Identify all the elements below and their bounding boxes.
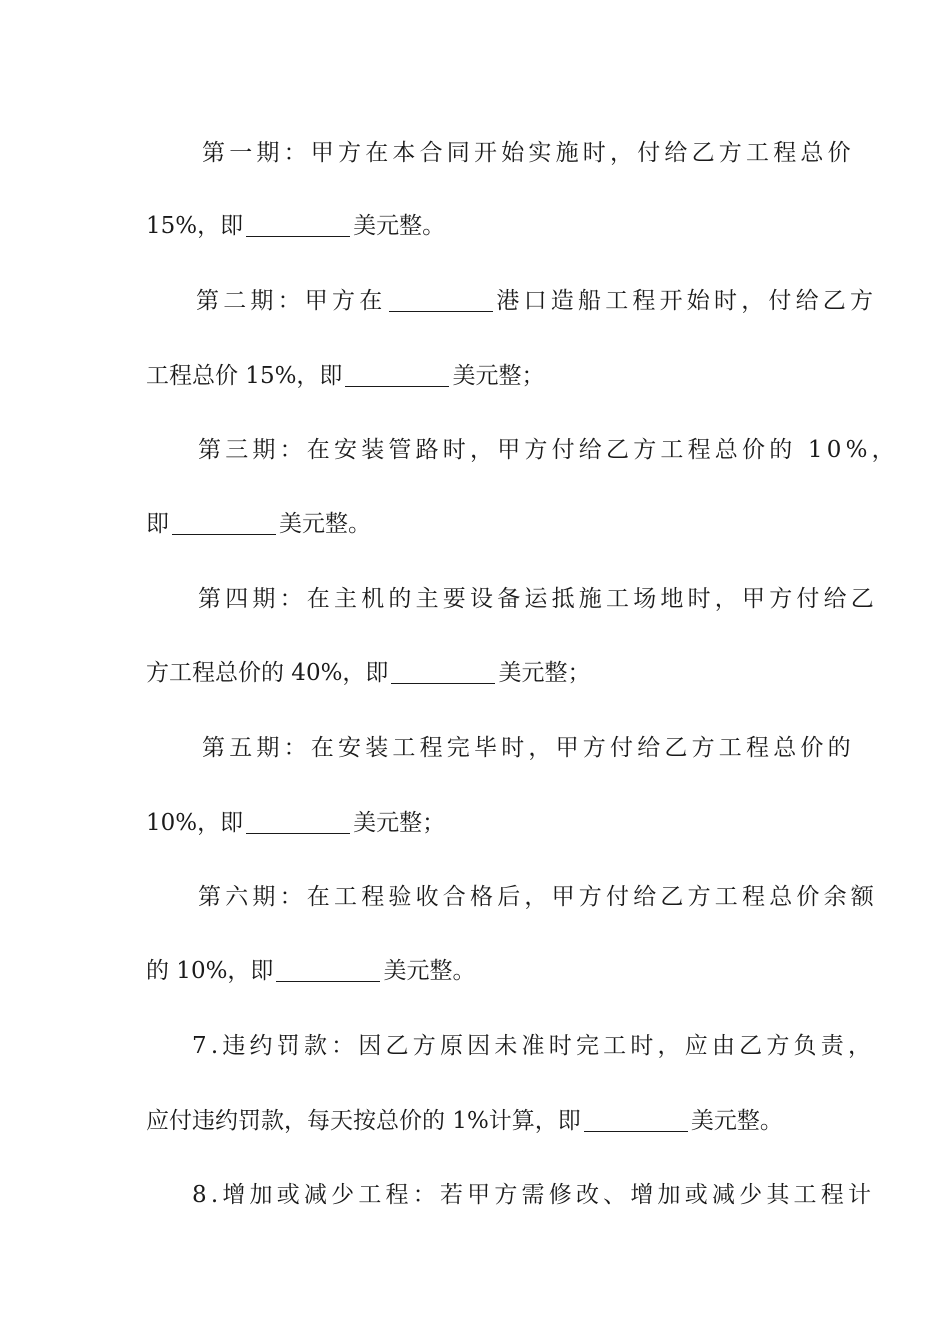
paragraph-2-line-2 [0,356,950,396]
text: 美元整。 [383,958,476,984]
fill-in-blank [246,212,350,237]
text: 的 10%，即 [146,958,274,984]
paragraph-1-line-2 [0,206,950,246]
text: 第二期：甲方在 [196,288,387,314]
paragraph-6-line-2 [0,951,950,991]
text: 8.增加或减少工程：若甲方需修改、增加或减少其工程计 [192,1182,876,1208]
text: 即 [146,511,169,537]
text: 第五期：在安装工程完毕时，甲方付给乙方工程总价的 [202,735,855,761]
text: 第四期：在主机的主要设备运抵施工场地时，甲方付给乙 [198,586,878,612]
paragraph-1-line-1 [0,133,950,173]
fill-in-blank [584,1107,688,1132]
paragraph-7-line-2 [0,1101,950,1141]
paragraph-4-line-1 [0,579,950,619]
text: 美元整。 [353,213,446,239]
paragraph-2-line-1 [0,281,950,321]
fill-in-blank [172,510,276,535]
paragraph-8-line-1 [0,1175,950,1215]
paragraph-5-line-1 [0,728,950,768]
text: 美元整。 [690,1108,783,1134]
text: 港口造船工程开始时，付给乙方 [496,288,878,314]
text: 10%，即 [146,810,244,836]
fill-in-blank [276,957,380,982]
text: 15%，即 [146,213,244,239]
fill-in-blank [246,809,350,834]
paragraph-7-line-1 [0,1026,950,1066]
text: 第三期：在安装管路时，甲方付给乙方工程总价的 10%， [198,437,899,463]
fill-in-blank [389,287,493,312]
paragraph-5-line-2 [0,803,950,843]
text: 应付违约罚款，每天按总价的 1%计算，即 [146,1108,581,1134]
text: 第六期：在工程验收合格后，甲方付给乙方工程总价余额 [198,884,878,910]
text: 美元整； [498,660,591,686]
paragraph-3-line-1 [0,430,950,470]
paragraph-6-line-1 [0,877,950,917]
fill-in-blank [345,362,449,387]
text: 美元整； [452,363,545,389]
text: 7.违约罚款：因乙方原因未准时完工时，应由乙方负责， [192,1033,876,1059]
fill-in-blank [391,659,495,684]
text: 工程总价 15%，即 [146,363,343,389]
text: 第一期：甲方在本合同开始实施时，付给乙方工程总价 [202,140,855,166]
text: 美元整； [353,810,446,836]
text: 方工程总价的 40%，即 [146,660,389,686]
paragraph-3-line-2 [0,504,950,544]
paragraph-4-line-2 [0,653,950,693]
text: 美元整。 [279,511,371,537]
